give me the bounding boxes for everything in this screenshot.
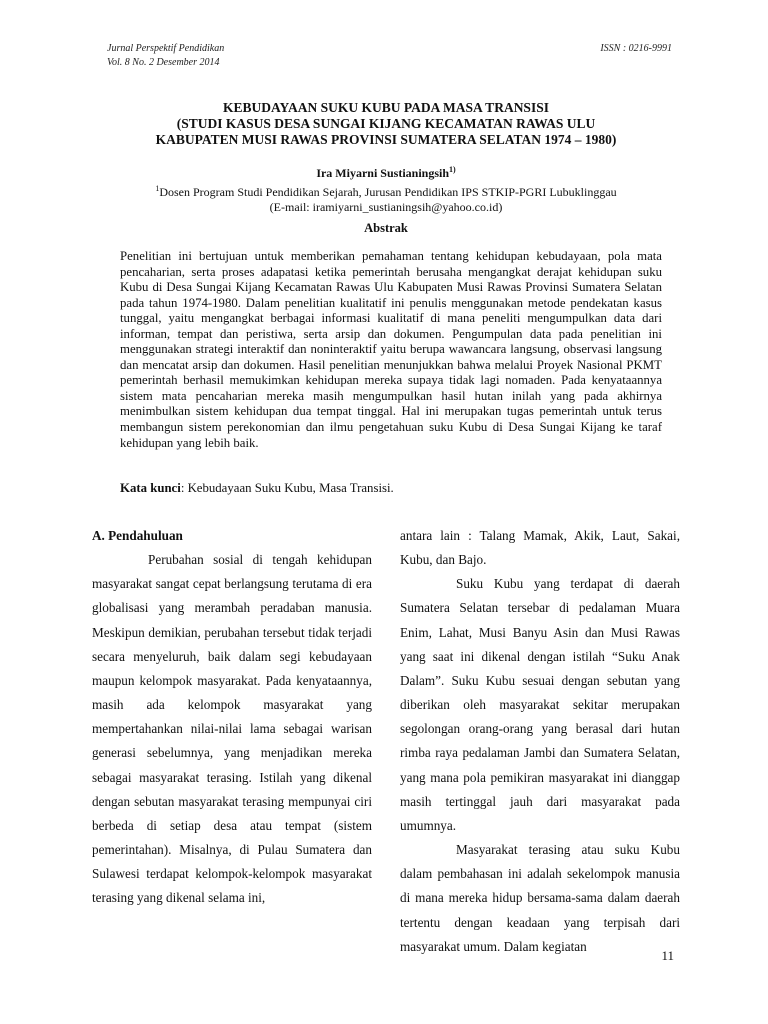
left-column [92, 524, 372, 911]
right-paragraph-0: antara lain : Talang Mamak, Akik, Laut, Sakai, Kubu, dan Bajo. [400, 528, 680, 568]
right-column [400, 524, 680, 959]
title-block [90, 100, 682, 215]
keywords-text: : Kebudayaan Suku Kubu, Masa Transisi. [180, 481, 394, 495]
right-paragraph-1: Suku Kubu yang terdapat di daerah Sumatera Selatan tersebar di pedalaman Muara Enim, Lahat, Musi Banyu Asin dan Musi Rawas yang saat ini dikenal dengan istilah “Suku Anak Dalam”. Suku Kubu sesuai dengan sebutan yang diberikan oleh masyarakat sekitar merupakan segolongan orang-orang yang berasal dari hutan rimba raya pedalaman Jambi dan Sumatera Selatan, yang mana pola pemikiran masyarakat ini dianggap masih tertinggal jauh dari masyarakat pada umumnya. [400, 576, 680, 833]
section-title: A. Pendahuluan [92, 528, 183, 543]
author-email: (E-mail: iramiyarni_sustianingsih@yahoo.co.id) [269, 200, 503, 214]
issn-header: ISSN : 0216-9991 [600, 43, 672, 54]
author-line [90, 162, 682, 181]
left-paragraph-1: Perubahan sosial di tengah kehidupan masyarakat sangat cepat berlangsung terutama di era globalisasi yang merambah peradaban manusia. Meskipun demikian, perubahan tersebut tidak terjadi secara menyeluruh, baik dalam segi kebudayaan maupun kelompok masyarakat. Pada kenyataannya, masih ada kelompok masyarakat yang mempertahankan nilai-nilai lama sebagai warisan generasi sebelumnya, yang menjadikan mereka sebagai masyarakat terasing. Istilah yang dikenal dengan sebutan masyarakat terasing mempunyai ciri berbeda di setiap desa atau tempat (sistem pemerintahan). Misalnya, di Pulau Sumatera dan Sulawesi terdapat kelompok-kelompok masyarakat terasing yang dikenal selama ini, [92, 552, 372, 906]
author-name: Ira Miyarni Sustianingsih [316, 166, 450, 180]
running-header-left [107, 42, 224, 70]
keywords-label: Kata kunci [120, 481, 181, 495]
title-line-1: KEBUDAYAAN SUKU KUBU PADA MASA TRANSISI [223, 100, 549, 115]
page-number: 11 [661, 948, 674, 963]
journal-name: Jurnal Perspektif Pendidikan [107, 43, 225, 54]
abstract-text: Penelitian ini bertujuan untuk memberikan pemahaman tentang kehidupan kebudayaan, pola mata pencaharian, serta proses adapatasi ketika pemerintah berusaha mengangkat derajat kehidupan suku Kubu di Desa Sungai Kijang Kecamatan Rawas Ulu Kabupaten Musi Rawas Provinsi Sumatera Selatan pada tahun 1974-1980. Dalam penelitian kualitatif ini penulis menggunakan metode pendekatan kasus tunggal, yaitu mengangkat berbagai informasi kualitatif di mana peneliti mengumpulkan data dari informan, tempat dan peristiwa, serta arsip dan dokumen. Pengumpulan data pada penelitian ini menggunakan strategi interaktif dan noninteraktif yaitu berupa wawancara langsung, observasi langsung dan mencatat arsip dan dokumen. Hasil penelitian menunjukkan bahwa melalui Proyek Nasional PKMT pemerintah berhasil memukimkan kehidupan mereka supaya tidak lagi nomaden. Pada kenyataannya sistem mata pencaharian mereka masih mengumpulkan hasil hutan inilah yang pada akhirnya menimbulkan sistem kehidupan dua tempat tinggal. Hal ini merupakan tugas pemerintah untuk terus membangun sistem perekonomian dan ilmu pengetahuan suku Kubu di Desa Sungai Kijang ke taraf kehidupan yang lebih baik. [120, 249, 662, 450]
affiliation-sup: 1 [155, 184, 160, 193]
author-sup: 1) [449, 165, 456, 174]
journal-volume: Vol. 8 No. 2 Desember 2014 [107, 57, 220, 68]
title-line-2: (STUDI KASUS DESA SUNGAI KIJANG KECAMATAN RAWAS ULU [176, 116, 596, 131]
affiliation-line [90, 181, 682, 200]
abstract-heading: Abstrak [364, 221, 408, 235]
title-line-3: KABUPATEN MUSI RAWAS PROVINSI SUMATERA SELATAN 1974 – 1980) [155, 132, 617, 147]
right-paragraph-2: Masyarakat terasing atau suku Kubu dalam pembahasan ini adalah sekelompok manusia di mana mereka hidup bersama-sama dalam daerah tertentu dengan keadaan yang terpisah dari masyarakat umum. Dalam kegiatan [400, 842, 680, 954]
keywords-line [120, 481, 662, 496]
affiliation-text: Dosen Program Studi Pendidikan Sejarah, Jurusan Pendidikan IPS STKIP-PGRI Lubuklinggau [159, 185, 617, 199]
